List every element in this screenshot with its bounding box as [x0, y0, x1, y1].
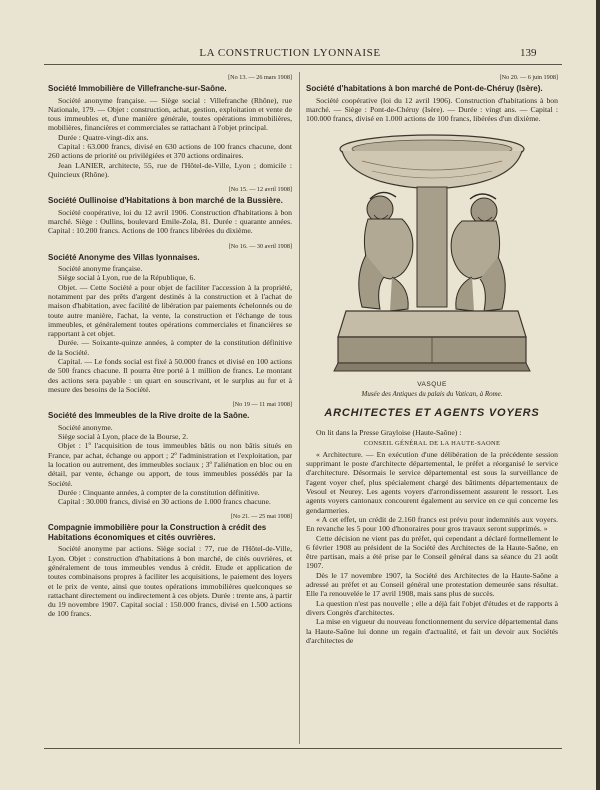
section-paragraph: La mise en vigueur du nouveau fonctionnement du service départemental dans la Haute-Saône lui donne un regain d'actualité, et fait un devoir aux Sociétés d'architectes de	[306, 617, 558, 645]
article-paragraph: Siège social à Lyon, place de la Bourse, 2.	[58, 432, 189, 442]
article-ref: [No 16. — 30 avril 1908]	[228, 242, 292, 250]
article-paragraph: Objet : 1º l'acquisition de tous immeubles bâtis ou non bâtis situés en France, par achat, échange ou apport ; 2º l'administration et l'exploitation, par la location ou autrement, des immeubles sociaux ; 3º l'aliénation en bloc ou en détail, par vente, échange ou apport, de tous immeubles possédés par la Société.	[48, 441, 292, 488]
article-paragraph: Durée. — Soixante-quinze années, à compter de la constitution définitive de la Société.	[48, 338, 292, 357]
section-paragraph: Cette décision ne vient pas du préfet, qui cependant a déclaré formellement le 6 février 1908 au président de la Société des Architectes de la Haute-Saône, en être partisan, mais a été prise par le Conseil général dans sa séance du 21 août 1907.	[306, 533, 558, 571]
article-title: Société Immobilière de Villefranche-sur-Saône.	[48, 84, 227, 93]
article-ref: [No 19 — 11 mai 1908]	[232, 401, 292, 409]
article-title: Société des Immeubles de la Rive droite de la Saône.	[48, 411, 250, 421]
right-column	[306, 72, 558, 645]
section-body	[306, 450, 558, 645]
central-column	[417, 187, 447, 307]
section-heading: ARCHITECTES ET AGENTS VOYERS	[324, 406, 540, 419]
base-foot	[334, 363, 530, 371]
section-paragraph: « Architecture. — En exécution d'une délibération de la précédente session supprimant le poste d'architecte départemental, le préfet a réorganisé le service d'architecture. Désormais le service départemental est sous la surveillance de l'agent voyer chef, plus spécialement chargé des bâtiments départementaux de Vesoul et Neurey. Les agents voyers d'arrondissement assurent le ressort. Les agents voyers cantonaux concourent également au service en ce qui concerne les gendarmeries.	[306, 449, 558, 515]
article-paragraph: Durée : Quatre-vingt-dix ans.	[58, 132, 149, 142]
base-top	[338, 311, 526, 337]
figure-title: VASQUE	[417, 381, 447, 389]
vasque-illustration	[332, 127, 532, 377]
article-title: Société Oullinoise d'Habitations à bon marché de la Bussière.	[48, 196, 283, 206]
article-paragraph: Siège social à Lyon, rue de la République, 6.	[58, 273, 196, 283]
article-paragraph: Société anonyme par actions. Siège social : 77, rue de l'Hôtel-de-Ville, Lyon. Objet : construction d'habitations à bon marché, de cités ouvrières, et généralement de tous immeubles vendus à crédit. Etude et application de toutes combinaisons propres à faciliter les acquisitions, le paiement des loyers et le prix de vente, ainsi que toutes opérations immobilières quelconques se rattachant directement ou indirectement à ces objets. Durée : trente ans, à partir du 19 novembre 1907. Capital social : 150.000 francs, divisé en 1.500 actions de 100 francs.	[48, 544, 292, 619]
article-paragraph: Capital : 63.000 francs, divisé en 630 actions de 100 francs chacune, dont 260 actions de priorité ou privilégiées et 370 actions ordinaires.	[48, 141, 292, 161]
right-satyr-figure	[451, 194, 505, 311]
figure-caption: Musée des Antiques du palais du Vatican, à Rome.	[361, 389, 503, 398]
article-ref: [No 21. — 25 mai 1908]	[230, 513, 292, 521]
vasque-drawing	[332, 127, 532, 377]
article-title: Compagnie immobilière pour la Construction à crédit des Habitations économiques et cités ouvrières.	[48, 523, 267, 542]
article-paragraph: Capital. — Le fonds social est fixé à 50.000 francs et divisé en 100 actions de 500 francs chacune. Il pourra être porté à 1 million de francs. Le montant des actions sera payable : un quart en souscrivant, et le surplus au fur et à mesure des besoins de la Société.	[48, 357, 292, 394]
article-paragraph: Objet. — Cette Société a pour objet de faciliter l'accession à la propriété, notamment par des prêts d'argent destinés à la construction et à l'achat de maison d'habitation, avec facilité de libération par paiements échelonnés ou de toute autre manière, l'achat, la vente, la construction et l'échange de tous immeubles, et généralement toutes opérations commerciales et financières se rapportant à cet objet.	[48, 282, 292, 339]
left-column	[48, 72, 292, 624]
left-satyr-figure	[359, 193, 413, 312]
footer-rule	[44, 748, 562, 749]
article-ref: [No 20. — 6 juin 1908]	[499, 74, 558, 81]
section-paragraph: Dès le 17 novembre 1907, la Société des Architectes de la Haute-Saône a adressé au préfet et au Conseil général une protestation demeurée sans résultat. Elle l'a renouvelée le 17 avril 1908, mais sans plus de succès.	[306, 570, 558, 599]
journal-title: LA CONSTRUCTION LYONNAISE	[199, 47, 381, 59]
article-paragraph: Société coopérative (loi du 12 avril 1906). Construction d'habitations à bon marché. — Siège : Pont-de-Chéruy (Isère). — Durée : vingt ans. — Capital : 100.000 francs, divisé en 1.000 actions de 100 francs, libérées d'un dixième.	[306, 95, 558, 124]
article-paragraph: Durée : Cinquante années, à compter de la constitution définitive.	[58, 487, 260, 497]
article	[48, 401, 292, 511]
article-paragraph: Société anonyme française. — Siège social : Villefranche (Rhône), rue Nationale, 179. — Objet : construction, achat, gestion, exploitation et vente de tous immeubles et, d'une manière générale, toutes opérations immobilières, mobilières, financières et commerciales se rattachant à l'objet principal.	[48, 95, 292, 133]
header-rule	[44, 64, 562, 65]
article-title: Société d'habitations à bon marché de Pont-de-Chéruy (Isère).	[306, 84, 543, 93]
article-paragraph: Jean LANIER, architecte, 55, rue de l'Hôtel-de-Ville, Lyon ; domicile : Quincieux (Rhône).	[48, 160, 292, 179]
article-ref: [No 13. — 26 mars 1908]	[228, 74, 292, 81]
section-paragraph: La question n'est pas nouvelle ; elle a déjà fait l'objet d'études et de rapports à divers Congrès d'architectes.	[306, 598, 558, 617]
section-intro: On lit dans la Presse Grayloise (Haute-Saône) :	[316, 428, 462, 438]
article	[48, 243, 292, 400]
column-divider	[299, 72, 300, 744]
article-paragraph: Société anonyme française.	[58, 264, 143, 274]
section-paragraph: « A cet effet, un crédit de 2.160 francs est prévu pour indemnités aux voyers. En revanche les 5 pour 100 d'honoraires pour gros travaux seront supprimés. »	[306, 514, 558, 534]
section-subhead: CONSEIL GÉNÉRAL DE LA HAUTE-SAONE	[363, 439, 501, 447]
article	[48, 186, 292, 240]
article	[48, 74, 292, 184]
article	[48, 513, 292, 623]
article-title: Société Anonyme des Villas lyonnaises.	[48, 252, 200, 262]
article-ref: [No 15. — 12 avril 1908]	[228, 186, 292, 194]
page-number: 139	[520, 47, 537, 59]
article-pont-de-cheruy	[306, 74, 558, 123]
article-paragraph: Société coopérative, loi du 12 avril 1906. Construction d'habitations à bon marché. Siège : Oullins, boulevard Emile-Zola, 81. Durée : quarante années. Capital : 10.200 francs. Actions de 100 francs libérées du dixième.	[48, 207, 292, 236]
article-paragraph: Société anonyme.	[58, 422, 113, 432]
page-edge	[596, 0, 600, 790]
article-paragraph: Capital : 30.000 francs, divisé en 30 actions de 1.000 francs chacune.	[58, 497, 271, 507]
